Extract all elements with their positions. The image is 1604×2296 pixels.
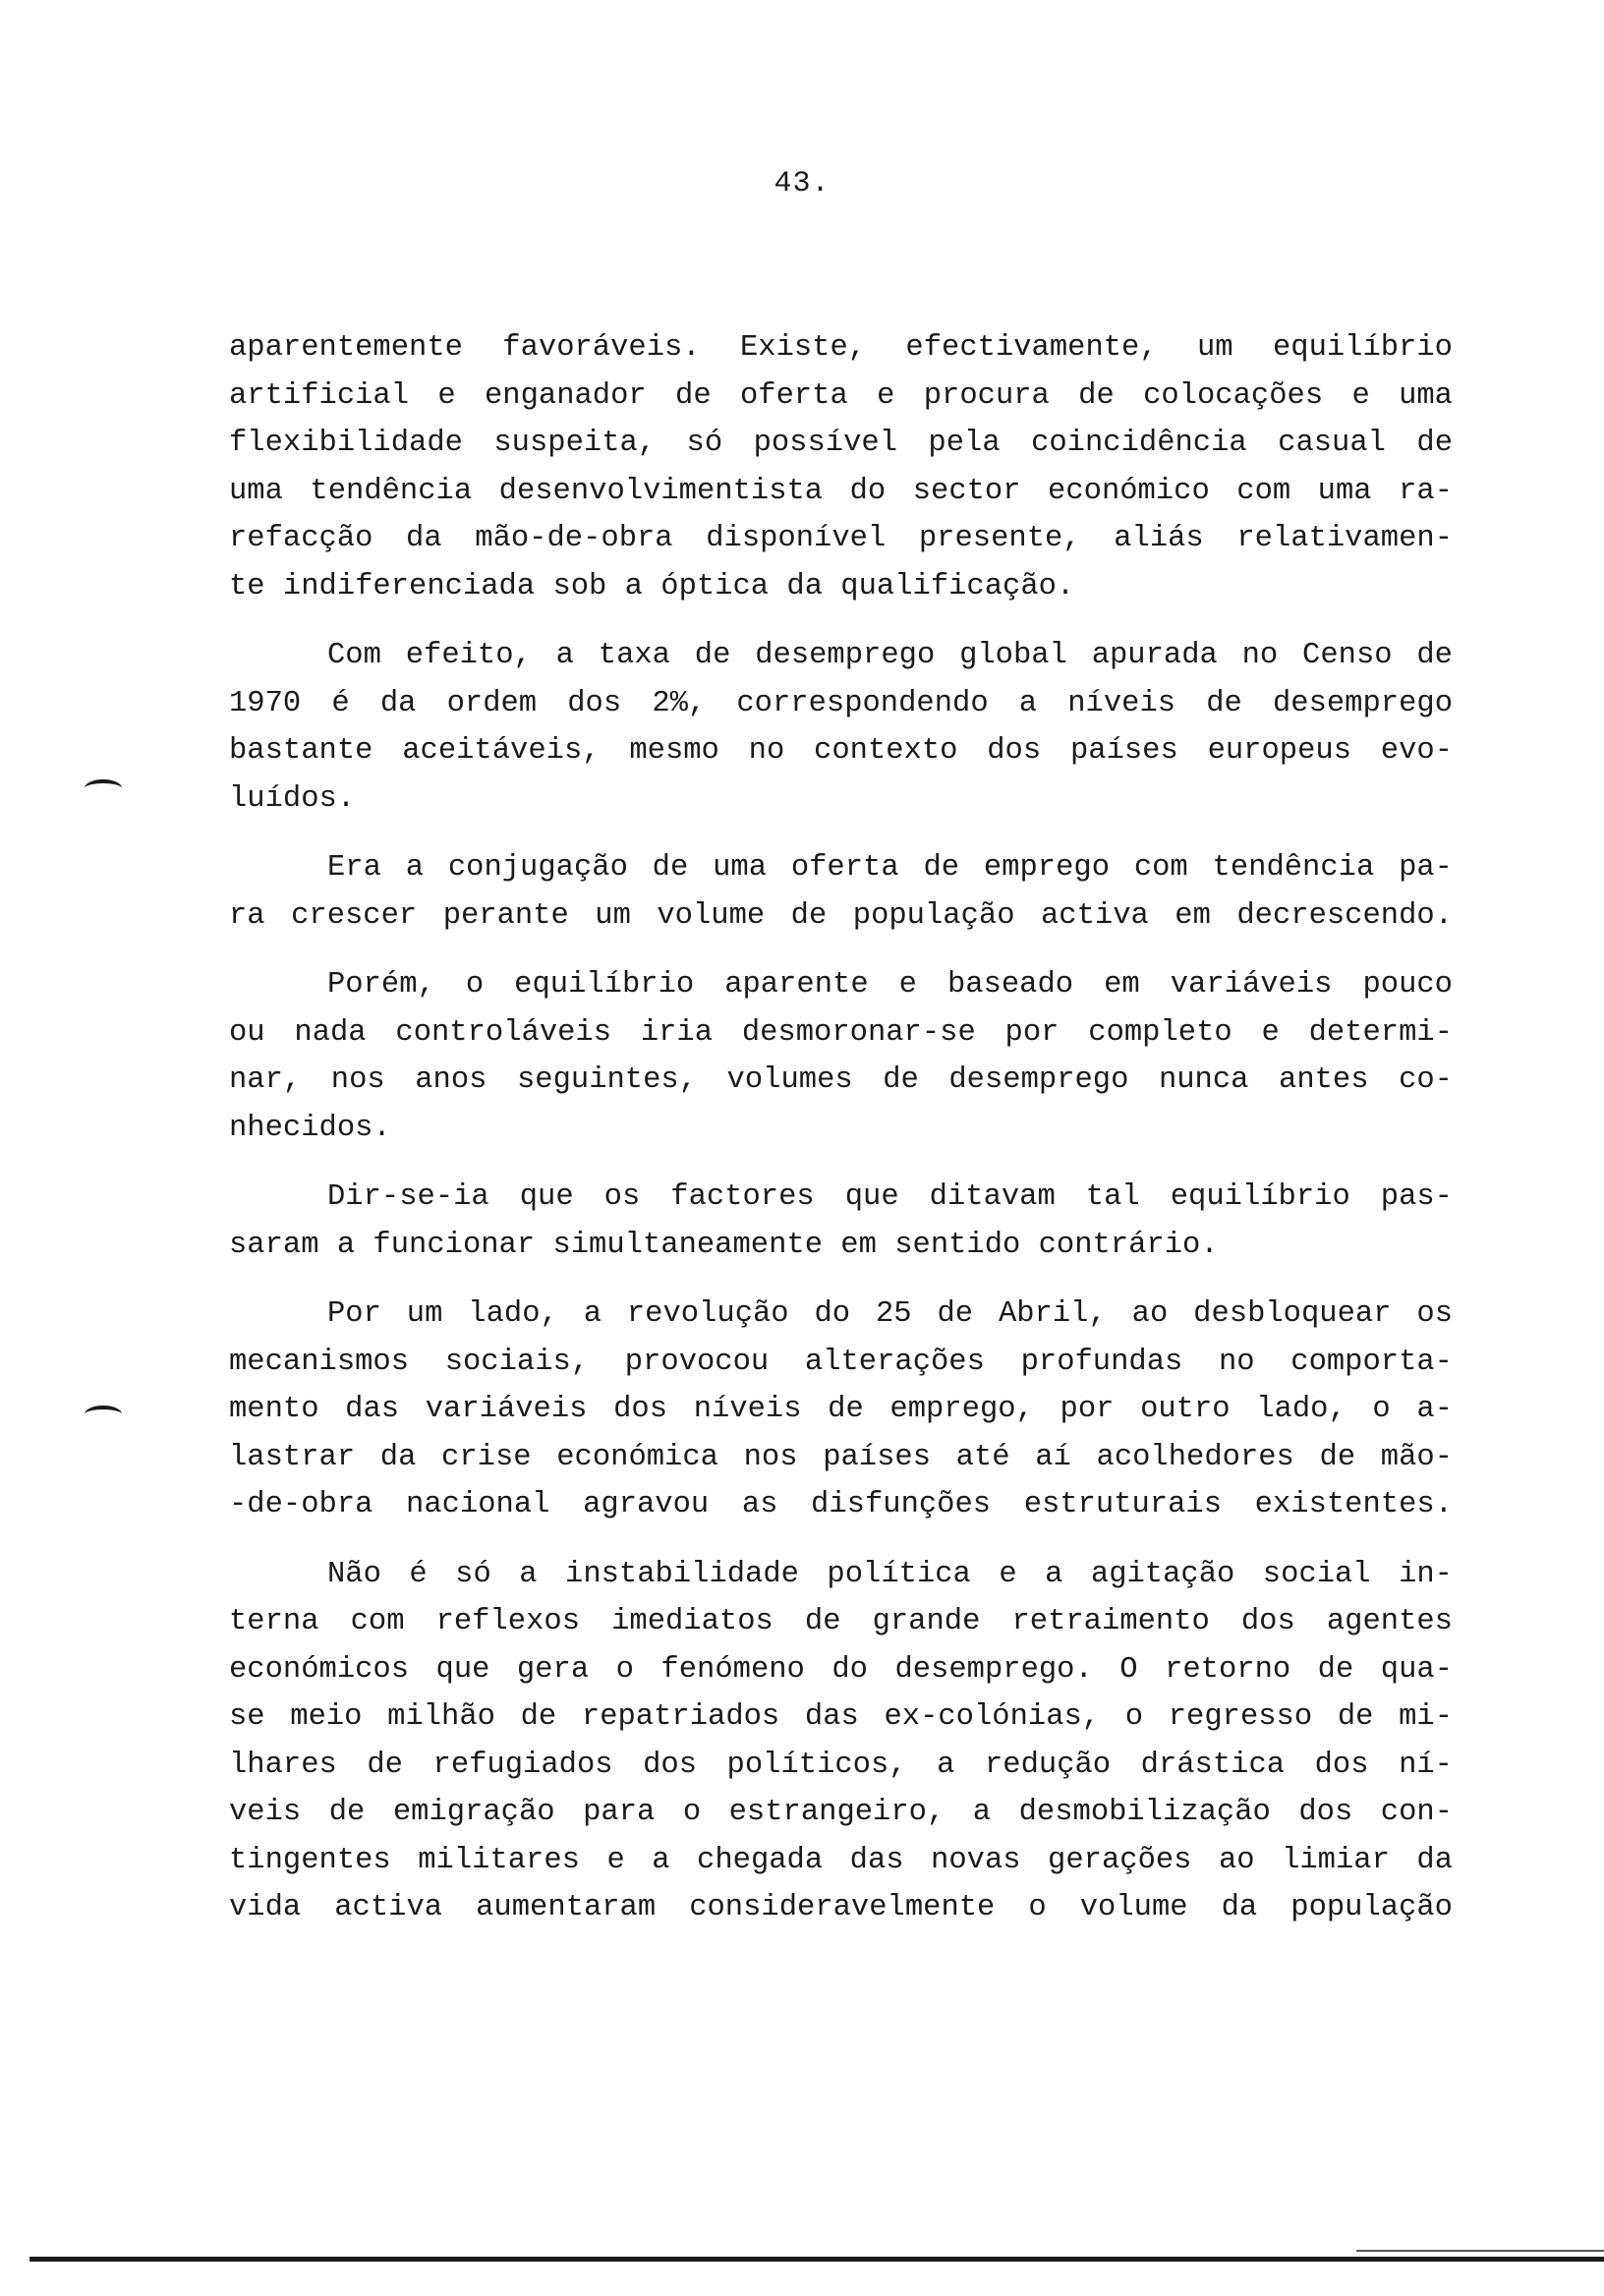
text-line: lhares de refugiados dos políticos, a redução drástica dos ní-	[229, 1748, 1453, 1782]
paragraph-2	[229, 632, 1453, 823]
text-line: uma tendência desenvolvimentista do sector económico com uma ra-	[229, 474, 1453, 508]
text-line: aparentemente favoráveis. Existe, efectivamente, um equilíbrio	[229, 331, 1453, 365]
text-line: flexibilidade suspeita, só possível pela coincidência casual de	[229, 427, 1453, 460]
text-line: mecanismos sociais, provocou alterações profundas no comporta-	[229, 1345, 1453, 1379]
text-line: saram a funcionar simultaneamente em sentido contrário.	[229, 1228, 1219, 1262]
text-line: nhecidos.	[229, 1111, 391, 1145]
text-line: Com efeito, a taxa de desemprego global apurada no Censo de	[327, 639, 1453, 672]
text-line: nar, nos anos seguintes, volumes de desemprego nunca antes co-	[229, 1063, 1453, 1097]
text-line: terna com reflexos imediatos de grande retraimento dos agentes	[229, 1605, 1453, 1638]
margin-mark	[85, 779, 122, 797]
text-line: artificial e enganador de oferta e procura de colocações e uma	[229, 378, 1453, 413]
paragraph-1	[229, 324, 1453, 610]
text-line: ou nada controláveis iria desmoronar-se por completo e determi-	[229, 1015, 1453, 1050]
text-line: Por um lado, a revolução do 25 de Abril, ao desbloquear os	[327, 1297, 1453, 1331]
paragraph-4	[229, 961, 1453, 1152]
paragraph-5	[229, 1174, 1453, 1269]
text-line: luídos.	[229, 781, 356, 816]
footer-rule	[29, 2257, 1604, 2262]
body-text	[229, 324, 1453, 1954]
text-line: Era a conjugação de uma oferta de emprego com tendência pa-	[327, 851, 1453, 885]
text-line: bastante aceitáveis, mesmo no contexto dos países europeus evo-	[229, 734, 1453, 768]
text-line: veis de emigração para o estrangeiro, a desmobilização dos con-	[229, 1796, 1453, 1829]
page-number: 43.	[773, 167, 831, 201]
text-line: tingentes militares e a chegada das novas gerações ao limiar da	[229, 1843, 1453, 1877]
paragraph-7	[229, 1551, 1453, 1932]
text-line: ra crescer perante um volume de população activa em decrescendo.	[229, 898, 1453, 933]
text-line: refacção da mão-de-obra disponível presente, aliás relativamen-	[229, 522, 1453, 555]
text-line: vida activa aumentaram consideravelmente o volume da população	[229, 1891, 1453, 1924]
footer-rule-thin	[1356, 2250, 1604, 2252]
text-line: Dir-se-ia que os factores que ditavam tal equilíbrio pas-	[327, 1180, 1453, 1214]
paragraph-3	[229, 844, 1453, 940]
text-line: te indiferenciada sob a óptica da qualificação.	[229, 569, 1075, 603]
text-line: mento das variáveis dos níveis de emprego, por outro lado, o a-	[229, 1393, 1453, 1426]
text-line: -de-obra nacional agravou as disfunções estruturais existentes.	[229, 1488, 1453, 1521]
text-line: Porém, o equilíbrio aparente e baseado em variáveis pouco	[327, 968, 1453, 1002]
margin-mark	[85, 1406, 122, 1423]
text-line: económicos que gera o fenómeno do desemprego. O retorno de qua-	[229, 1652, 1453, 1687]
text-line: lastrar da crise económica nos países até aí acolhedores de mão-	[229, 1440, 1453, 1474]
text-line: se meio milhão de repatriados das ex-colónias, o regresso de mi-	[229, 1700, 1453, 1734]
text-line: Não é só a instabilidade política e a agitação social in-	[327, 1557, 1453, 1591]
text-line: 1970 é da ordem dos 2%, correspondendo a níveis de desemprego	[229, 686, 1453, 720]
paragraph-6	[229, 1291, 1453, 1529]
